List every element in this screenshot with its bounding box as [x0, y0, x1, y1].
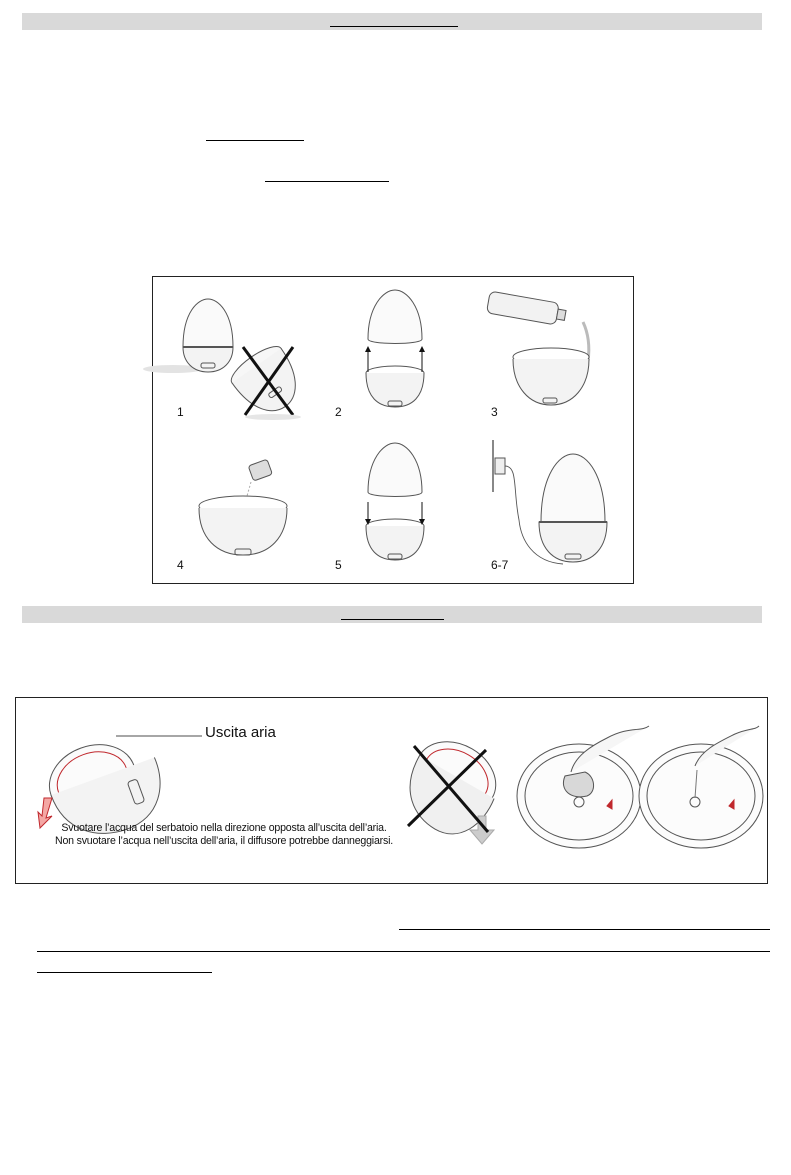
text-underline: [37, 972, 212, 973]
step-label-2: 2: [335, 405, 342, 419]
air-outlet-label: Uscita aria: [205, 724, 276, 741]
step-label-1: 1: [177, 405, 184, 419]
text-underline: [37, 951, 770, 952]
diffuser-icon: [143, 299, 233, 373]
section-bar-top: [22, 13, 762, 30]
setup-drawings: [153, 277, 633, 583]
heading-underline: [341, 619, 444, 620]
section-bar-cleaning: [22, 606, 762, 623]
text-underline: [399, 929, 770, 930]
text-underline: [265, 181, 389, 182]
cleaning-note: [44, 822, 404, 848]
cleaning-drawings: [16, 698, 767, 883]
water-bottle-icon: [486, 291, 567, 326]
note-line-1: Svuotare l’acqua del serbatoio nella direzione opposta all’uscita dell’aria.: [61, 822, 387, 834]
step-label-6-7: 6-7: [491, 558, 509, 572]
text-underline: [206, 140, 304, 141]
step-label-3: 3: [491, 405, 498, 419]
step-label-5: 5: [335, 558, 342, 572]
note-line-2: Non svuotare l’acqua nell’uscita dell’aria, il diffusore potrebbe danneggiarsi.: [55, 835, 393, 847]
heading-underline: [330, 26, 458, 27]
setup-illustration-panel: [152, 276, 634, 584]
oil-bottle-icon: [248, 459, 272, 481]
cleaning-illustration-panel: [15, 697, 768, 884]
step-label-4: 4: [177, 558, 184, 572]
